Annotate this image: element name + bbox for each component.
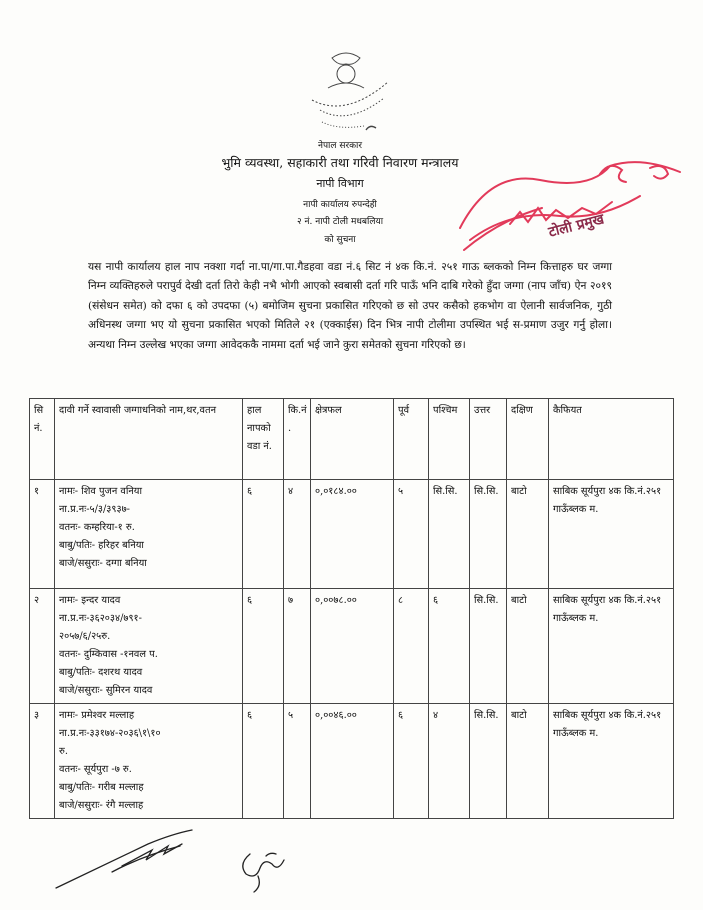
cell-south: बाटो <box>507 704 549 819</box>
cell-sn: ३ <box>30 704 55 819</box>
claimant-name: नामः- प्रमेश्वर मल्लाह <box>59 710 135 721</box>
claimant-address: वतनः- कम्हरिया-१ रु. <box>59 522 135 533</box>
cell-north: सि.सि. <box>470 589 507 704</box>
cell-remarks: साबिक सूर्यपुरा ४क कि.नं.२५१ गाऊँब्लक म. <box>549 480 674 589</box>
col-header-claimant: दावी गर्ने स्वावासी जग्गाधनिको नाम,थर,वतन <box>55 399 243 480</box>
cell-claimant <box>55 480 243 589</box>
col-header-ward: हाल नापको वडा नं. <box>243 399 284 480</box>
cell-ward: ६ <box>243 704 284 819</box>
ministry-title: भुमि व्यवस्था, सहाकारी तथा गरिवी निवारण मन्त्रालय <box>221 155 459 170</box>
cell-plot: ४ <box>284 480 311 589</box>
claimant-grandfather: बाजे/ससुराः- दग्गा बनिया <box>59 558 147 569</box>
table-row <box>30 704 674 819</box>
cell-area: ०,००७८.०० <box>311 589 394 704</box>
signature-initials <box>236 846 296 894</box>
cell-area: ०,०१८४.०० <box>311 480 394 589</box>
cell-remarks: साबिक सूर्यपुरा ४क कि.नं.२५१ गाऊँब्लक म. <box>549 704 674 819</box>
claimant-grandfather: बाजे/ससुराः- सुमिरन यादव <box>59 685 153 696</box>
claimant-father: बाबु/पतिः- हरिहर बनिया <box>59 540 144 551</box>
claimant-father: बाबु/पतिः- दशरथ यादव <box>59 667 143 678</box>
claimant-name: नामः- इन्दर यादव <box>59 595 121 606</box>
claimant-address: वतनः- सूर्यपुरा -७ रु. <box>59 764 132 775</box>
cell-ward: ६ <box>243 480 284 589</box>
notice-body: यस नापी कार्यालय हाल नाप नक्शा गर्दा ना.पा/गा.पा.गैडहवा वडा नं.६ सिट नं ४क कि.नं. २५१ गाऊ ब्लकको निम्न कित्ताहरु घर जग्गा निम्न व्यक्तिहरुले परापुर्व देखी दर्ता तिरो केही नभै भोगी आएको स्वबासी दर्ता गरि पाऊँ भनि दाबि गरेको हुँदा जग्गा (नाप जाँच) ऐन २०१९ (संसेधन समेत) को दफा ६ को उपदफा (५) बमोजिम सुचना प्रकासित गरिएको छ सो उपर कसैको हकभोग वा ऐलानी सार्वजनिक, गुठी अधिनस्थ जग्गा भए यो सुचना प्रकासित भएको मितिले २१ (एक्काईस) दिन भित्र नापी टोलीमा उपस्थित भई स-प्रमाण उजुर गर्नु होला। अन्यथा निम्न उल्लेख भएका जग्गा आवेदककै नाममा दर्ता भई जाने कुरा समेतको सुचना गरिएको छ। <box>88 261 612 351</box>
claimant-citizenship-cont: २०५७/६/२५रु. <box>59 631 111 642</box>
claimant-citizenship-cont: रु. <box>59 746 68 757</box>
government-title: नेपाल सरकार <box>317 141 363 151</box>
col-header-sn: सि नं. <box>30 399 55 480</box>
office-title: नापी कार्यालय रुपन्देही <box>303 200 377 210</box>
land-claim-table <box>29 398 674 819</box>
claimant-grandfather: बाजे/ससुराः- रंगै मल्लाह <box>59 800 144 811</box>
col-header-west: पश्चिम <box>429 399 470 480</box>
table-row <box>30 589 674 704</box>
claimant-name: नामः- शिव पुजन वनिया <box>59 486 143 497</box>
table-header-row <box>30 399 674 480</box>
cell-south: बाटो <box>507 480 549 589</box>
department-title: नापी विभाग <box>316 177 364 190</box>
cell-west: सि.सि. <box>429 480 470 589</box>
cell-sn: २ <box>30 589 55 704</box>
cell-claimant <box>55 589 243 704</box>
cell-area: ०,००४६.०० <box>311 704 394 819</box>
cell-north: सि.सि. <box>470 480 507 589</box>
cell-east: ६ <box>394 704 429 819</box>
col-header-plot: कि.नं . <box>284 399 311 480</box>
claimant-citizenship: ना.प्र.नः-५/३/३९३७- <box>59 504 130 515</box>
claimant-address: वतनः- दुम्किवास -१नवल प. <box>59 649 158 660</box>
claimant-citizenship: ना.प्र.नः-३३१७४-२०३६\१\१० <box>59 728 161 739</box>
cell-ward: ६ <box>243 589 284 704</box>
team-chief-stamp-label: टोली प्रमुख <box>547 211 606 241</box>
cell-sn: १ <box>30 480 55 589</box>
col-header-area: क्षेत्रफल <box>311 399 394 480</box>
col-header-north: उत्तर <box>470 399 507 480</box>
claimant-father: बाबु/पतिः- गरीब मल्लाह <box>59 782 144 793</box>
government-emblem-icon <box>292 48 400 140</box>
col-header-remarks: कैफियत <box>549 399 674 480</box>
col-header-south: दक्षिण <box>507 399 549 480</box>
notice-heading: को सुचना <box>324 235 356 245</box>
cell-east: ५ <box>394 480 429 589</box>
cell-claimant <box>55 704 243 819</box>
cell-south: बाटो <box>507 589 549 704</box>
claimant-citizenship: ना.प्र.नः-३६२०३४/७९१- <box>59 613 142 624</box>
table-row <box>30 480 674 589</box>
cell-west: ४ <box>429 704 470 819</box>
signature-scribble-left <box>52 826 202 896</box>
cell-east: ८ <box>394 589 429 704</box>
col-header-east: पूर्व <box>394 399 429 480</box>
cell-north: सि.सि. <box>470 704 507 819</box>
cell-plot: ७ <box>284 589 311 704</box>
cell-west: ६ <box>429 589 470 704</box>
cell-plot: ५ <box>284 704 311 819</box>
team-title: २ नं. नापी टोली मधबलिया <box>296 217 384 227</box>
cell-remarks: साबिक सूर्यपुरा ४क कि.नं.२५१ गाऊँब्लक म. <box>549 589 674 704</box>
red-signature-stamp <box>450 150 700 260</box>
